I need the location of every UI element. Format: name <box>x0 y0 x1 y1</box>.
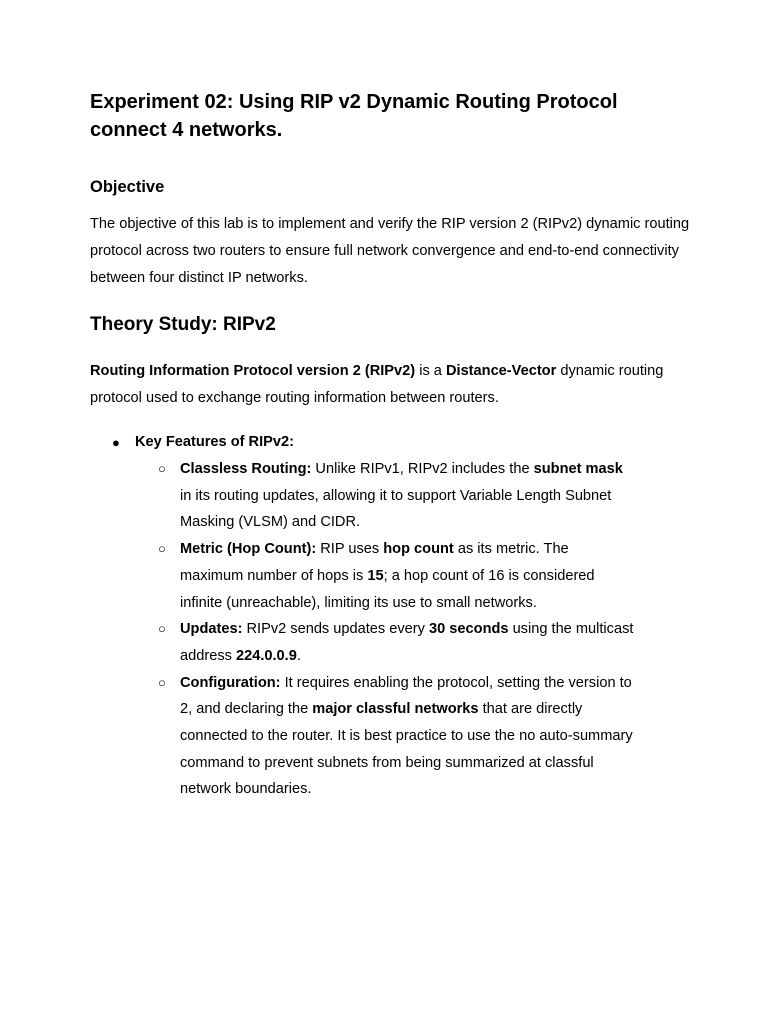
feature-emphasis: subnet mask <box>533 461 623 477</box>
feature-text: that are directly connected to the router. It is best practice to use the no auto-summary command to prevent subnets from being summarized at classful network boundaries. <box>180 701 633 798</box>
ripv2-intro-paragraph <box>90 358 690 412</box>
objective-heading: Objective <box>90 178 165 196</box>
feature-text: ; a hop count of 16 is considered infinite (unreachable), limiting its use to small networks. <box>180 567 595 611</box>
bullet-circle-icon: ○ <box>158 541 166 557</box>
feature-text: using the multicast address <box>180 621 634 664</box>
bullet-disc-icon: ● <box>112 435 120 450</box>
feature-emphasis: major classful networks <box>312 701 479 718</box>
feature-text: . <box>296 647 301 664</box>
bullet-circle-icon: ○ <box>158 461 166 476</box>
feature-text: RIPv2 sends updates every <box>242 621 430 638</box>
protocol-type: Distance-Vector <box>445 363 557 379</box>
feature-text: as its metric. The maximum number of hops is <box>180 541 569 584</box>
feature-text: Unlike RIPv1, RIPv2 includes the <box>311 461 534 477</box>
bullet-circle-icon: ○ <box>158 621 166 637</box>
feature-emphasis: 15 <box>367 567 384 584</box>
bullet-circle-icon: ○ <box>158 674 166 690</box>
document-page <box>90 88 690 803</box>
feature-item-updates <box>135 616 635 669</box>
feature-item-classless-routing <box>135 456 635 536</box>
feature-emphasis: 224.0.0.9 <box>235 647 297 664</box>
intro-connector: is a <box>415 363 446 379</box>
key-features-label: Key Features of RIPv2: <box>135 434 294 450</box>
key-features-list <box>90 429 690 803</box>
feature-name: Configuration: <box>180 674 281 691</box>
feature-text: in its routing updates, allowing it to support Variable Length Subnet Masking (VLSM) and CIDR. <box>180 487 612 531</box>
page-title: Experiment 02: Using RIP v2 Dynamic Routing Protocol connect 4 networks. <box>90 91 618 141</box>
theory-heading: Theory Study: RIPv2 <box>90 314 276 335</box>
intro-rest: dynamic routing protocol used to exchange routing information between routers. <box>90 363 664 406</box>
feature-text: RIP uses <box>316 541 384 558</box>
feature-emphasis: hop count <box>383 541 454 558</box>
key-features-item <box>90 429 690 803</box>
feature-sublist <box>135 456 690 803</box>
feature-name: Updates: <box>180 621 243 638</box>
feature-item-configuration <box>135 670 635 804</box>
feature-name: Metric (Hop Count): <box>180 541 317 558</box>
feature-item-metric <box>135 536 635 616</box>
ripv2-term: Routing Information Protocol version 2 (RIPv2) <box>90 363 416 379</box>
feature-name: Classless Routing: <box>180 461 312 477</box>
objective-text: The objective of this lab is to implement and verify the RIP version 2 (RIPv2) dynamic routing protocol across two routers to ensure full network convergence and end-to-end connectivity between four distinct IP networks. <box>90 216 690 286</box>
feature-text: It requires enabling the protocol, setting the version to 2, and declaring the <box>180 674 632 718</box>
feature-emphasis: 30 seconds <box>429 621 509 638</box>
